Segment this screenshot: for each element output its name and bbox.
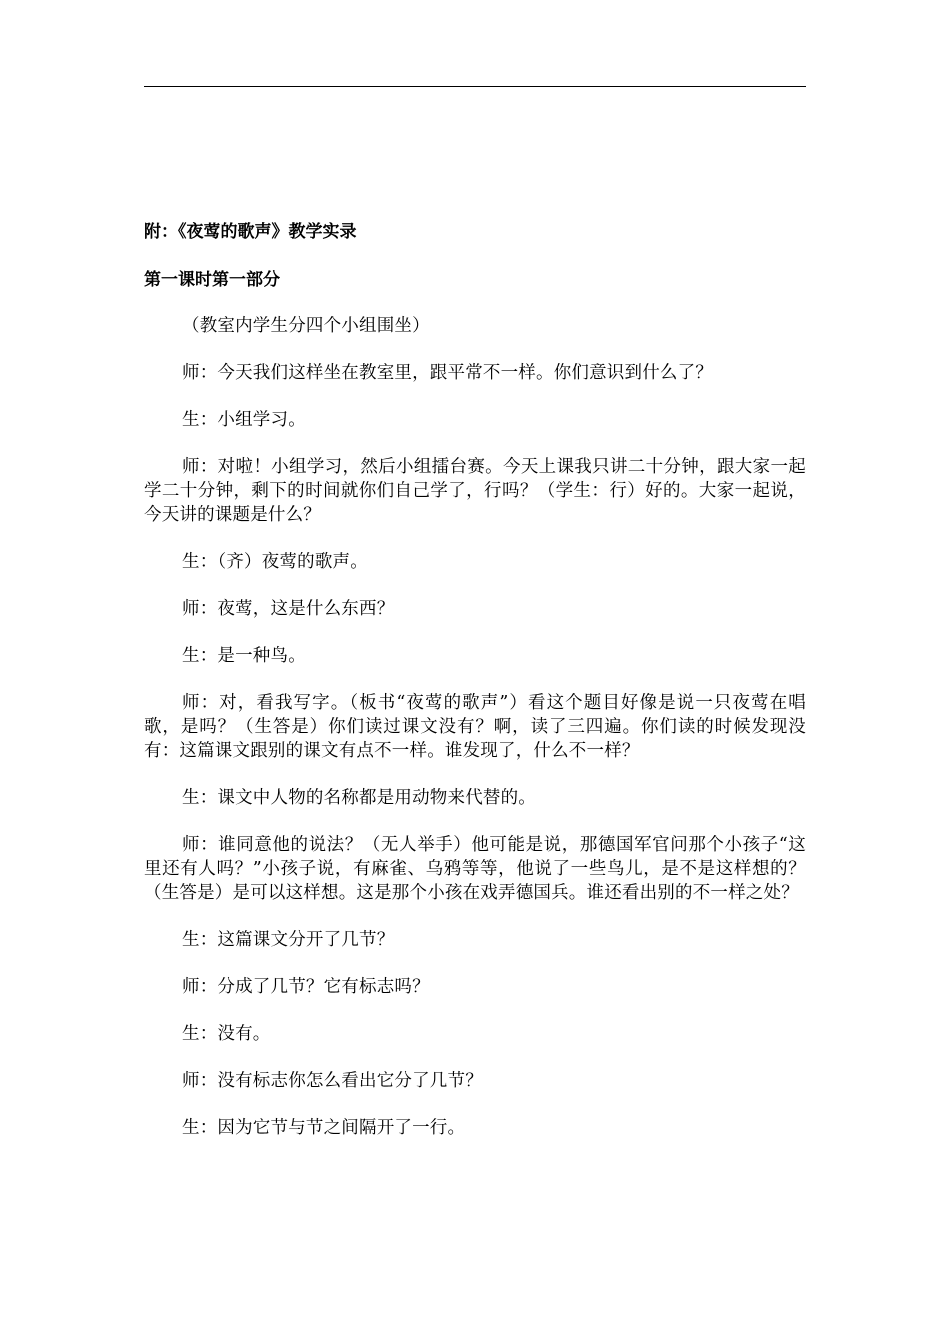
paragraph: 生：因为它节与节之间隔开了一行。 <box>182 1118 466 1138</box>
document-title: 附：《夜莺的歌声》教学实录 <box>144 222 357 242</box>
paragraph: 师：谁同意他的说法？（无人举手）他可能是说，那德国军官问那个小孩子“这里还有人吗？”小孩子说，有麻雀、乌鸦等等，他说了一些鸟儿，是不是这样想的？（生答是）是可以这样想。这是那个小孩在戏弄德国兵。谁还看出别的不一样之处？ <box>144 835 806 903</box>
paragraph: 生：（齐）夜莺的歌声。 <box>182 552 368 572</box>
paragraph: 生：没有。 <box>182 1024 271 1044</box>
paragraph: 师：没有标志你怎么看出它分了几节？ <box>182 1071 483 1091</box>
paragraph: 师：夜莺，这是什么东西？ <box>182 599 395 619</box>
section-heading: 第一课时第一部分 <box>144 270 280 290</box>
paragraph: 师：对，看我写字。（板书“夜莺的歌声”）看这个题目好像是说一只夜莺在唱歌，是吗？（生答是）你们读过课文没有？啊，读了三四遍。你们读的时候发现没有：这篇课文跟别的课文有点不一样。谁发现了，什么不一样？ <box>144 693 806 761</box>
paragraph: 生：是一种鸟。 <box>182 646 306 666</box>
document-body <box>144 218 806 1163</box>
paragraph: 师：今天我们这样坐在教室里，跟平常不一样。你们意识到什么了？ <box>182 363 713 383</box>
paragraph-stage-direction: （教室内学生分四个小组围坐） <box>182 316 430 336</box>
paragraph: 生：这篇课文分开了几节？ <box>182 930 395 950</box>
paragraph: 生：小组学习。 <box>182 410 306 430</box>
paragraph: 师：对啦！小组学习，然后小组擂台赛。今天上课我只讲二十分钟，跟大家一起学二十分钟，剩下的时间就你们自己学了，行吗？（学生：行）好的。大家一起说，今天讲的课题是什么？ <box>144 457 806 525</box>
paragraph: 生：课文中人物的名称都是用动物来代替的。 <box>182 788 536 808</box>
header-rule <box>144 86 806 87</box>
paragraph: 师：分成了几节？它有标志吗？ <box>182 977 430 997</box>
